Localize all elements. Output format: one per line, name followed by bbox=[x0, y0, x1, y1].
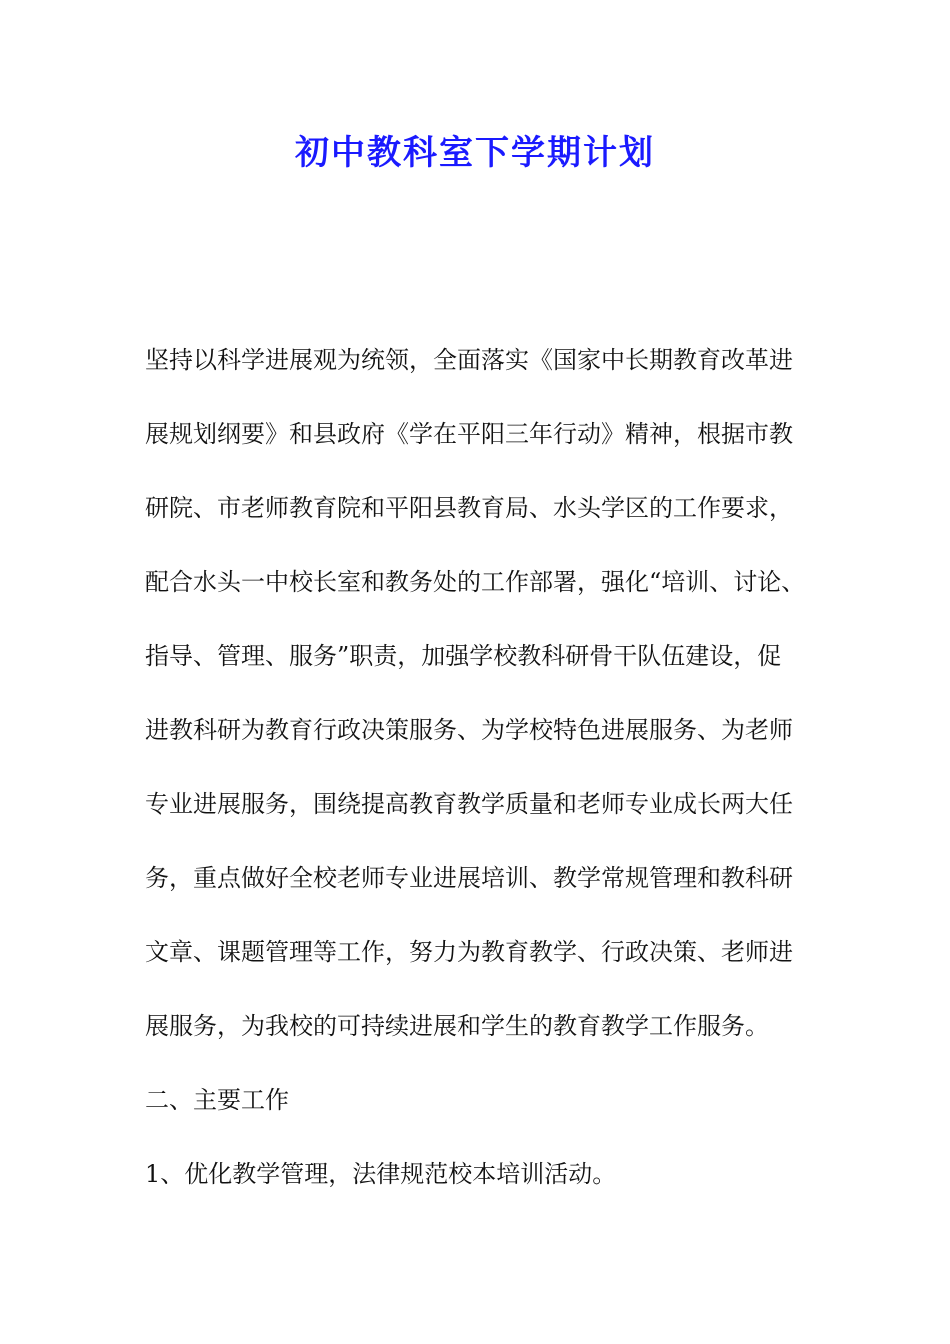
paragraph-line-6: 进教科研为教育行政决策服务、为学校特色进展服务、为老师 bbox=[145, 716, 793, 744]
paragraph-line-3: 研院、市老师教育院和平阳县教育局、水头学区的工作要求， bbox=[145, 494, 793, 522]
paragraph-line-5: 指导、管理、服务”职责，加强学校教科研骨干队伍建设，促 bbox=[145, 642, 782, 670]
paragraph-line-7: 专业进展服务，围绕提高教育教学质量和老师专业成长两大任 bbox=[145, 790, 793, 818]
paragraph-line-2: 展规划纲要》和县政府《学在平阳三年行动》精神，根据市教 bbox=[145, 420, 793, 448]
paragraph-line-4: 配合水头一中校长室和教务处的工作部署，强化“培训、讨论、 bbox=[145, 568, 806, 596]
section-heading: 二、主要工作 bbox=[145, 1086, 289, 1114]
paragraph-line-9: 文章、课题管理等工作，努力为教育教学、行政决策、老师进 bbox=[145, 938, 793, 966]
paragraph-line-10: 展服务，为我校的可持续进展和学生的教育教学工作服务。 bbox=[145, 1012, 769, 1040]
document-body bbox=[145, 336, 835, 1224]
list-item-1: 1、优化教学管理，法律规范校本培训活动。 bbox=[145, 1160, 617, 1188]
paragraph-line-8: 务，重点做好全校老师专业进展培训、教学常规管理和教科研 bbox=[145, 864, 793, 892]
paragraph-line-1: 坚持以科学进展观为统领，全面落实《国家中长期教育改革进 bbox=[145, 346, 793, 374]
document-title: 初中教科室下学期计划 bbox=[295, 133, 655, 173]
